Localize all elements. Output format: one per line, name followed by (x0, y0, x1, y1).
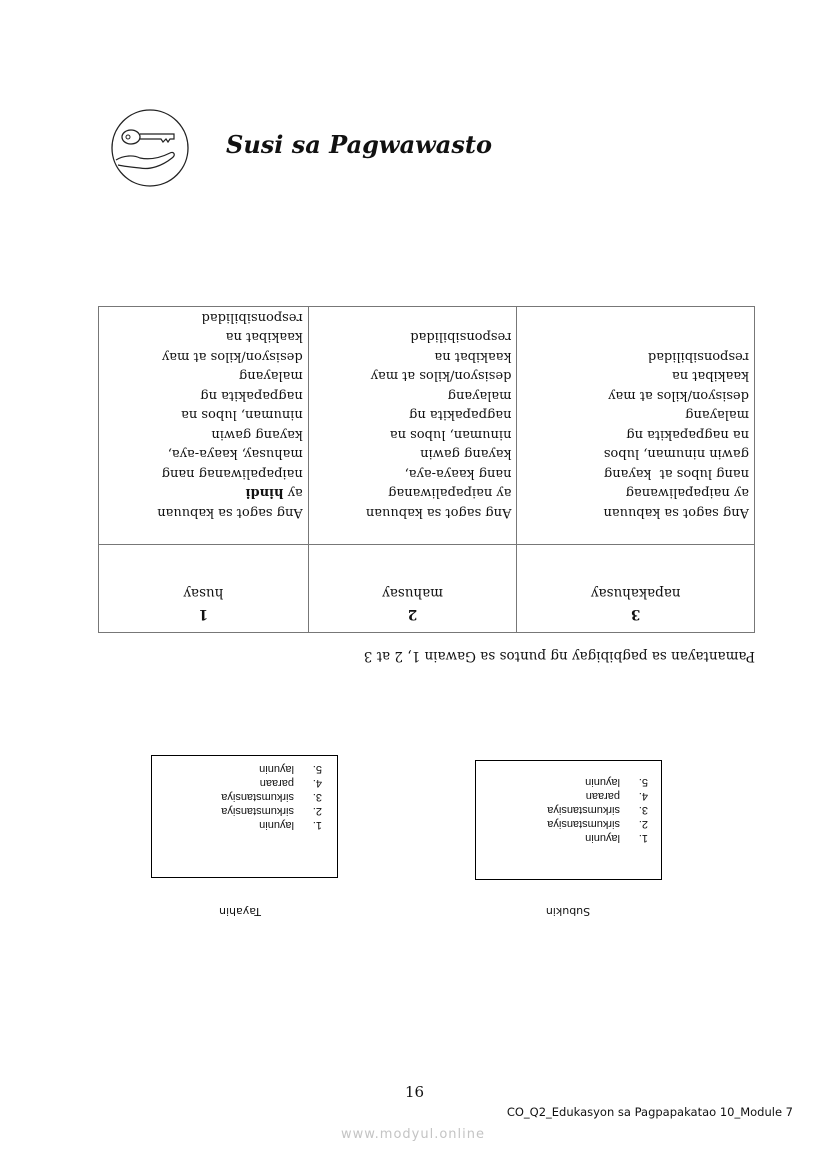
score: 3 (631, 606, 641, 622)
rubric-header-3 (517, 545, 755, 633)
item-number: 5. (312, 763, 322, 775)
item-text: layunin (259, 819, 294, 831)
item-number: 3. (638, 804, 648, 816)
rubric-cell-3 (517, 307, 755, 545)
item-text: sirkumstansiya (547, 818, 620, 830)
cell-line: ay naipapaliwanag (388, 485, 512, 501)
rubric-header-1 (99, 545, 309, 633)
cell-line: nagpapakita ng (200, 388, 303, 403)
cell-line: malayang (238, 368, 303, 384)
item-number: 4. (638, 790, 648, 802)
list-item (547, 775, 648, 789)
cell-line: kayang gawin (420, 446, 512, 462)
cell-line: malayang (685, 407, 749, 423)
item-text: sirkumstansiya (547, 804, 620, 816)
rubric-caption: Pamantayan sa pagbibigay ng puntos sa Gawain 1, 2 at 3 (363, 648, 755, 664)
cell-line: naipapaliwanag nang (161, 466, 303, 481)
list-item (221, 776, 322, 790)
score: 2 (407, 606, 418, 622)
score: 1 (198, 606, 209, 622)
cell-line: desisyon/kilos at may (370, 368, 512, 384)
score-label: mahusay (382, 585, 443, 601)
cell-line (104, 483, 303, 503)
watermark: www.modyul.online (340, 1127, 486, 1142)
item-number: 2. (638, 818, 648, 830)
cell-line: mahusay, kaaya-aya, (167, 446, 303, 462)
item-text: paraan (585, 790, 620, 802)
list-item (221, 818, 322, 832)
list-item (221, 790, 322, 804)
subukin-label: Subukin (545, 905, 591, 918)
item-text: sirkumstansiya (221, 791, 294, 803)
cell-line: kaakibat na (672, 368, 749, 384)
item-text: layunin (585, 832, 620, 844)
item-number: 5. (638, 776, 648, 788)
cell-text: ay (283, 485, 303, 501)
rubric-cell-2 (308, 307, 517, 545)
cell-line: ay naipapaliwanag (625, 485, 749, 501)
list-item (547, 803, 648, 817)
cell-line: responsibilidad (201, 310, 303, 325)
rubric-header-2 (308, 545, 517, 633)
cell-line: responsibilidad (410, 329, 512, 345)
list-item (547, 817, 648, 831)
page-title: Susi sa Pagwawasto (226, 130, 492, 159)
item-text: layunin (585, 776, 620, 788)
rubric-header-row (99, 545, 755, 633)
page-number: 16 (405, 1083, 425, 1101)
cell-line: kayang gawin (211, 427, 303, 442)
item-number: 3. (312, 791, 322, 803)
list-item (547, 789, 648, 803)
tayahin-label: Tayahin (219, 905, 261, 918)
list-item (221, 804, 322, 818)
cell-line: Ang sagot sa kabuuan (365, 505, 512, 520)
cell-line: kaakibat na (225, 329, 303, 345)
rubric-cell-1 (99, 307, 309, 545)
cell-line: ninuman, lubos na (389, 427, 512, 442)
item-number: 2. (312, 805, 322, 817)
cell-line: Ang sagot sa kabuuan (157, 505, 303, 520)
upside-down-answer-key (98, 310, 755, 930)
list-item (221, 762, 322, 776)
item-text: layunin (259, 763, 294, 775)
cell-line: nang kaaya-aya, (404, 466, 512, 481)
tayahin-answer-list (221, 762, 322, 832)
cell-line: desisyon/kilos at may (608, 388, 749, 403)
cell-line: kaakibat na (434, 349, 512, 364)
cell-line: Ang sagot sa kabuuan (603, 505, 749, 520)
cell-line: ninuman, lubos na (181, 407, 303, 423)
item-number: 1. (638, 832, 648, 844)
rubric-table (98, 307, 755, 634)
cell-line: desisyon/kilos at may (161, 349, 303, 364)
item-text: sirkumstansiya (221, 805, 294, 817)
score-label: napakahusay (590, 585, 681, 601)
key-in-hand-icon (110, 108, 192, 188)
list-item (547, 831, 648, 845)
cell-line: nagpapakita ng (409, 407, 512, 423)
cell-line: responsibilidad (647, 349, 749, 364)
subukin-answer-box (475, 760, 662, 880)
module-footer: CO_Q2_Edukasyon sa Pagpapakatao 10_Module 7 (506, 1105, 793, 1119)
emphasis-text: hindi (245, 485, 284, 501)
tayahin-answer-box (151, 755, 338, 878)
item-number: 1. (312, 819, 322, 831)
rubric-body-row (99, 307, 755, 545)
cell-line: nang lubos at kayang (603, 466, 749, 481)
cell-line: gawin ninuman, lubos (603, 446, 749, 462)
subukin-answer-list (547, 775, 648, 845)
cell-line: malayang (447, 388, 512, 403)
score-label: husay (183, 585, 224, 601)
item-number: 4. (312, 777, 322, 789)
item-text: paraan (259, 777, 294, 789)
cell-line: na nagpapakita ng (626, 427, 749, 442)
